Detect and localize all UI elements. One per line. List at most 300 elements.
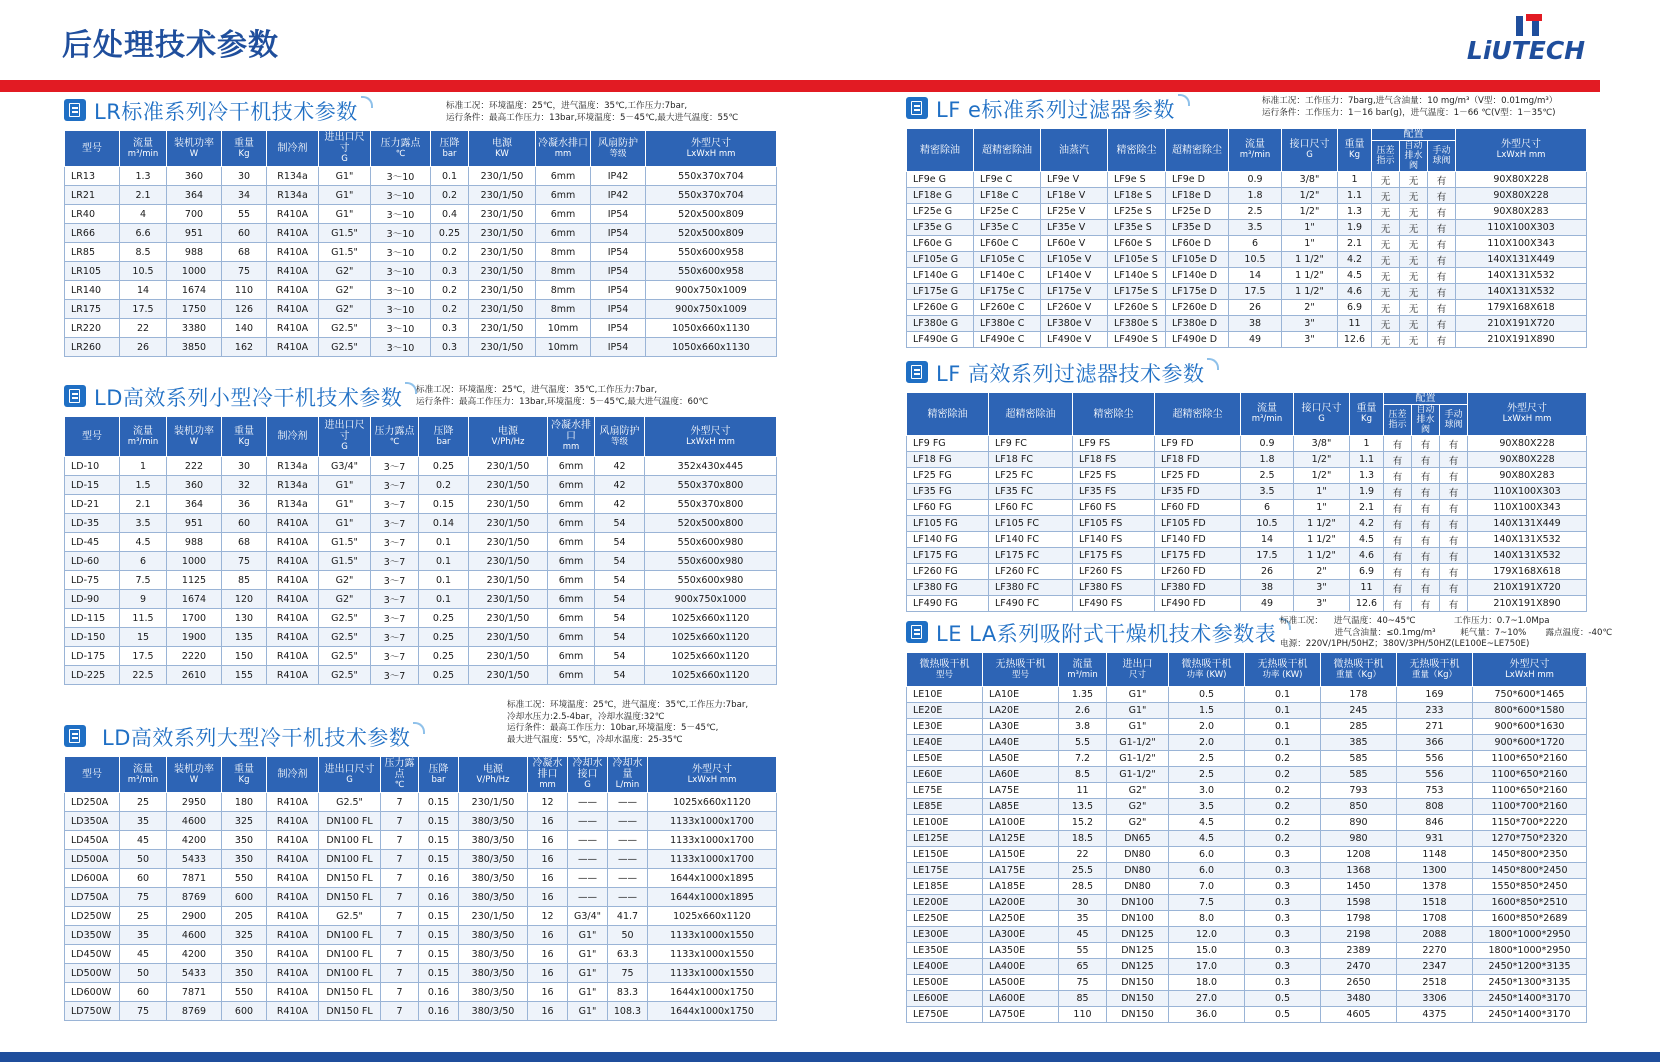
- table-cell: 1/2": [1282, 188, 1338, 204]
- column-header-label: 外型尺寸: [1501, 139, 1542, 150]
- table-cell: IP42: [591, 186, 646, 205]
- table-cell: LD250A: [65, 793, 120, 812]
- table-cell: LF260 FG: [907, 564, 989, 580]
- table-cell: ——: [608, 850, 648, 869]
- table-cell: LF18 FS: [1073, 452, 1155, 468]
- table-cell: G1": [319, 495, 371, 514]
- table-cell: LF9e C: [974, 172, 1041, 188]
- table-cell: 753: [1397, 783, 1473, 799]
- table-cell: 110X100X303: [1468, 484, 1587, 500]
- table-cell: 7: [381, 831, 419, 850]
- column-header: [528, 757, 568, 793]
- table-cell: 3～10: [371, 319, 431, 338]
- table-cell: 1644x1000x1895: [648, 888, 777, 907]
- table-cell: 30: [222, 167, 267, 186]
- table-cell: 1/2": [1294, 452, 1350, 468]
- table-row: [907, 911, 1587, 927]
- column-header: [1350, 393, 1384, 436]
- column-header-unit: m³/min: [127, 436, 159, 447]
- table-cell: 271: [1397, 719, 1473, 735]
- table-cell: 7: [381, 793, 419, 812]
- column-header: [167, 131, 222, 167]
- table-cell: 12: [528, 907, 568, 926]
- table-cell: 380/3/50: [459, 888, 528, 907]
- table-cell: 无: [1400, 332, 1428, 348]
- table-cell: 2470: [1321, 959, 1397, 975]
- table-cell: R410A: [267, 983, 319, 1002]
- table-cell: 520x500x809: [646, 205, 777, 224]
- table-cell: 35: [1059, 911, 1107, 927]
- table-cell: 36: [222, 495, 267, 514]
- column-header: [371, 131, 431, 167]
- table-cell: 352x430x445: [645, 457, 777, 476]
- table-cell: LF60e G: [907, 236, 974, 252]
- table-cell: 有: [1440, 484, 1468, 500]
- table-cell: 7871: [167, 983, 222, 1002]
- table-cell: 有: [1384, 548, 1412, 564]
- header-row: [907, 393, 1587, 405]
- table-cell: IP54: [591, 224, 646, 243]
- table-cell: G1-1/2": [1107, 751, 1169, 767]
- table-cell: G2.5": [319, 907, 381, 926]
- table-cell: G1.5": [319, 224, 371, 243]
- table-cell: 6mm: [548, 571, 595, 590]
- table-cell: ——: [608, 793, 648, 812]
- column-header-label: 压降: [433, 425, 454, 437]
- table-cell: 3": [1294, 596, 1350, 612]
- table-cell: 4.6: [1338, 284, 1372, 300]
- table-cell: R134a: [267, 476, 319, 495]
- table-cell: 7: [381, 964, 419, 983]
- table-cell: 75: [222, 552, 267, 571]
- table-cell: LE50E: [907, 751, 983, 767]
- table-cell: LF490e D: [1166, 332, 1229, 348]
- column-header-label: 微热吸干机: [1333, 658, 1384, 670]
- column-header-unit: m³/min: [127, 148, 159, 159]
- table-cell: 7: [381, 850, 419, 869]
- table-cell: 0.3: [431, 262, 469, 281]
- table-cell: DN125: [1107, 927, 1169, 943]
- table-cell: LA125E: [983, 831, 1059, 847]
- column-header-unit: 等级: [610, 436, 628, 447]
- table-cell: 8.0: [1169, 911, 1245, 927]
- table-row: [65, 457, 777, 476]
- table-cell: 988: [167, 533, 222, 552]
- column-header: [1473, 653, 1587, 687]
- section-title: LR标准系列冷干机技术参数: [94, 96, 373, 126]
- table-cell: 1: [1350, 436, 1384, 452]
- table-cell: 有: [1428, 332, 1456, 348]
- table-cell: 8mm: [536, 300, 591, 319]
- table-cell: G1": [319, 167, 371, 186]
- table-cell: 1": [1282, 220, 1338, 236]
- ld-small-section: [64, 382, 776, 685]
- table-cell: LF35e S: [1108, 220, 1166, 236]
- table-cell: 有: [1440, 452, 1468, 468]
- table-row: [65, 300, 777, 319]
- table-cell: 0.2: [431, 186, 469, 205]
- table-cell: 2.1: [120, 186, 167, 205]
- table-cell: DN65: [1107, 831, 1169, 847]
- table-cell: 54: [595, 628, 645, 647]
- column-header-unit: Kg: [1361, 414, 1372, 424]
- table-cell: 890: [1321, 815, 1397, 831]
- column-header: [120, 757, 167, 793]
- table-cell: 54: [595, 609, 645, 628]
- table-cell: LF140e D: [1166, 268, 1229, 284]
- column-header-unit: Kg: [1349, 150, 1360, 160]
- table-row: [907, 516, 1587, 532]
- table-cell: 3～10: [371, 300, 431, 319]
- table-cell: 无: [1372, 220, 1400, 236]
- table-cell: G2": [319, 262, 371, 281]
- table-cell: 205: [222, 907, 267, 926]
- table-cell: 0.3: [1245, 943, 1321, 959]
- table-cell: LF490e G: [907, 332, 974, 348]
- table-cell: 60: [222, 514, 267, 533]
- table-cell: 17.5: [120, 300, 167, 319]
- table-cell: 179X168X618: [1456, 300, 1587, 316]
- table-cell: 0.25: [431, 224, 469, 243]
- table-cell: 0.15: [419, 495, 469, 514]
- table-cell: G1": [319, 476, 371, 495]
- table-cell: 2.0: [1169, 735, 1245, 751]
- table-cell: 230/1/50: [469, 590, 548, 609]
- table-cell: LR85: [65, 243, 120, 262]
- table-cell: 0.25: [419, 609, 469, 628]
- table-cell: LA20E: [983, 703, 1059, 719]
- table-cell: 1798: [1321, 911, 1397, 927]
- table-cell: 54: [595, 666, 645, 685]
- table-cell: 0.15: [419, 793, 459, 812]
- table-cell: 12.6: [1350, 596, 1384, 612]
- table-cell: G1": [568, 964, 608, 983]
- column-header-label: 电源: [498, 425, 518, 437]
- column-header-label: 进出口: [1122, 658, 1153, 670]
- column-header: [645, 417, 777, 457]
- table-cell: LF260 FD: [1155, 564, 1241, 580]
- table-cell: G1": [319, 186, 371, 205]
- table-cell: LA175E: [983, 863, 1059, 879]
- table-cell: 3.0: [1169, 783, 1245, 799]
- table-cell: 无: [1400, 204, 1428, 220]
- table-cell: 1133x1000x1550: [648, 945, 777, 964]
- table-cell: LD-225: [65, 666, 120, 685]
- table-cell: 83.3: [608, 983, 648, 1002]
- table-cell: 0.3: [431, 319, 469, 338]
- column-header-label: 外型尺寸: [692, 763, 732, 775]
- column-header-label: 型号: [82, 431, 102, 442]
- table-cell: 1900: [167, 628, 222, 647]
- table-cell: 210X191X890: [1456, 332, 1587, 348]
- table-cell: 245: [1321, 703, 1397, 719]
- document-icon: [906, 97, 928, 119]
- column-header-unit: m³/min: [127, 774, 159, 785]
- table-cell: 3～10: [371, 167, 431, 186]
- table-cell: 有: [1412, 548, 1440, 564]
- table-cell: LF9 FG: [907, 436, 989, 452]
- column-header-label: 外型尺寸: [1509, 658, 1550, 670]
- table-cell: 1.3: [120, 167, 167, 186]
- table-cell: 11: [1338, 316, 1372, 332]
- table-cell: LD350A: [65, 812, 120, 831]
- table-cell: G2": [319, 281, 371, 300]
- table-cell: 1518: [1397, 895, 1473, 911]
- table-cell: 0.2: [1245, 799, 1321, 815]
- table-cell: 0.15: [419, 812, 459, 831]
- column-header-label: 无热吸干机: [1257, 658, 1308, 670]
- table-cell: R410A: [267, 666, 319, 685]
- table-cell: 1600*850*2689: [1473, 911, 1587, 927]
- table-cell: 380/3/50: [459, 964, 528, 983]
- table-row: [907, 300, 1587, 316]
- table-cell: 2450*1200*3135: [1473, 959, 1587, 975]
- table-cell: 1674: [167, 281, 222, 300]
- table-row: [907, 172, 1587, 188]
- table-cell: LD-175: [65, 647, 120, 666]
- table-row: [907, 863, 1587, 879]
- table-cell: 900x750x1009: [646, 300, 777, 319]
- table-cell: LF175e G: [907, 284, 974, 300]
- table-row: [907, 927, 1587, 943]
- table-cell: 988: [167, 243, 222, 262]
- table-cell: LR175: [65, 300, 120, 319]
- table-cell: LD450W: [65, 945, 120, 964]
- table-row: [65, 514, 777, 533]
- table-cell: 有: [1428, 252, 1456, 268]
- column-header: [222, 757, 267, 793]
- table-cell: LF260e D: [1166, 300, 1229, 316]
- table-cell: 1450*800*2350: [1473, 847, 1587, 863]
- table-row: [907, 252, 1587, 268]
- column-header-label: 微热吸干机: [919, 658, 970, 670]
- table-cell: 230/1/50: [469, 243, 536, 262]
- table-cell: 1644x1000x1750: [648, 1002, 777, 1021]
- column-header-unit: W: [189, 436, 199, 447]
- table-cell: DN150 FL: [319, 1002, 381, 1021]
- table-cell: 0.1: [419, 571, 469, 590]
- table-cell: DN100: [1107, 911, 1169, 927]
- table-cell: 1 1/2": [1294, 548, 1350, 564]
- table-cell: 0.3: [1245, 975, 1321, 991]
- table-cell: 8769: [167, 1002, 222, 1021]
- table-cell: LF25e C: [974, 204, 1041, 220]
- table-cell: 3～7: [371, 476, 419, 495]
- table-row: [65, 888, 777, 907]
- table-cell: LF490 FS: [1073, 596, 1155, 612]
- table-cell: 556: [1397, 767, 1473, 783]
- table-cell: 1000: [167, 262, 222, 281]
- table-cell: R410A: [267, 831, 319, 850]
- table-cell: IP54: [591, 300, 646, 319]
- table-cell: 1644x1000x1750: [648, 983, 777, 1002]
- table-cell: ——: [568, 831, 608, 850]
- table-cell: 3～10: [371, 338, 431, 357]
- table-cell: 230/1/50: [469, 571, 548, 590]
- table-cell: 1025x660x1120: [645, 666, 777, 685]
- column-header-unit: G: [346, 774, 353, 785]
- table-cell: 1700: [167, 609, 222, 628]
- table-cell: LF25e S: [1108, 204, 1166, 220]
- table-cell: R134a: [267, 457, 319, 476]
- table-cell: 3～7: [371, 514, 419, 533]
- table-cell: LA600E: [983, 991, 1059, 1007]
- table-cell: R410A: [267, 514, 319, 533]
- table-cell: 155: [222, 666, 267, 685]
- table-cell: 无: [1372, 332, 1400, 348]
- table-cell: 0.2: [431, 300, 469, 319]
- table-cell: R134a: [267, 495, 319, 514]
- table-cell: 8mm: [536, 281, 591, 300]
- table-cell: LA500E: [983, 975, 1059, 991]
- table-cell: 有: [1412, 468, 1440, 484]
- table-cell: LF25 FD: [1155, 468, 1241, 484]
- table-cell: 3～7: [371, 666, 419, 685]
- column-header-label: 制冷剂: [277, 431, 308, 442]
- table-cell: LF140e S: [1108, 268, 1166, 284]
- table-cell: 有: [1384, 468, 1412, 484]
- table-row: [907, 316, 1587, 332]
- column-header: [65, 131, 120, 167]
- column-header-label: 重量: [1344, 139, 1365, 150]
- table-cell: 60: [222, 224, 267, 243]
- section-note: 标准工况：工作压力：7barg,进气含油量：10 mg/m³（V型：0.01mg/m³） 运行条件：工作压力：1－16 bar(g)，进气温度：1－66 ℃(V型：1－35℃): [1262, 96, 1558, 118]
- column-header-label: 进出口尺寸: [324, 420, 365, 442]
- column-header: [1169, 653, 1245, 687]
- table-cell: 126: [222, 300, 267, 319]
- column-header-unit: 功率 (KW): [1262, 669, 1303, 680]
- table-cell: 169: [1397, 687, 1473, 703]
- table-cell: 6mm: [536, 205, 591, 224]
- column-header: 油蒸汽: [1041, 129, 1108, 172]
- table-cell: 1133x1000x1700: [648, 812, 777, 831]
- column-header-label: 接口尺寸: [1289, 139, 1330, 150]
- table-cell: LE400E: [907, 959, 983, 975]
- table-cell: R410A: [267, 945, 319, 964]
- table-cell: 0.25: [419, 457, 469, 476]
- table-cell: LF490e C: [974, 332, 1041, 348]
- table-cell: LE250E: [907, 911, 983, 927]
- column-header-unit: V/Ph/Hz: [491, 436, 525, 447]
- table-cell: 7: [381, 907, 419, 926]
- table-cell: 55: [1059, 943, 1107, 959]
- table-row: [65, 609, 777, 628]
- table-cell: G2.5": [319, 666, 371, 685]
- column-header-unit: m³/min: [1239, 150, 1271, 160]
- table-cell: 3～7: [371, 495, 419, 514]
- table-cell: 325: [222, 812, 267, 831]
- table-cell: 30: [222, 457, 267, 476]
- table-cell: 34: [222, 186, 267, 205]
- table-cell: 1368: [1321, 863, 1397, 879]
- table-cell: 700: [167, 205, 222, 224]
- table-cell: 6mm: [548, 666, 595, 685]
- table-cell: 36.0: [1169, 1007, 1245, 1023]
- table-cell: 230/1/50: [469, 552, 548, 571]
- table-row: [907, 548, 1587, 564]
- table-row: [907, 1007, 1587, 1023]
- column-header-unit: Kg: [238, 148, 250, 159]
- table-cell: 22: [120, 319, 167, 338]
- table-cell: DN150: [1107, 1007, 1169, 1023]
- column-header-label: 外型尺寸: [691, 137, 731, 149]
- table-cell: 1270*750*2320: [1473, 831, 1587, 847]
- table-cell: DN125: [1107, 943, 1169, 959]
- table-cell: R410A: [267, 281, 319, 300]
- table-cell: 0.1: [419, 533, 469, 552]
- table-cell: LE500E: [907, 975, 983, 991]
- table-row: [65, 945, 777, 964]
- table-cell: 6.0: [1169, 847, 1245, 863]
- column-header: [319, 757, 381, 793]
- table-cell: 6: [1229, 236, 1282, 252]
- table-cell: 有: [1428, 300, 1456, 316]
- table-cell: 16: [528, 926, 568, 945]
- table-cell: LD450A: [65, 831, 120, 850]
- table-row: [65, 628, 777, 647]
- document-icon: [64, 99, 86, 121]
- table-cell: 3～10: [371, 224, 431, 243]
- table-row: [65, 964, 777, 983]
- column-header-unit: LxWxH mm: [1505, 669, 1554, 680]
- table-cell: LA185E: [983, 879, 1059, 895]
- table-cell: 16: [528, 1002, 568, 1021]
- table-cell: 6mm: [548, 647, 595, 666]
- table-cell: 931: [1397, 831, 1473, 847]
- table-cell: 0.2: [1245, 767, 1321, 783]
- table-cell: 4.5: [1169, 831, 1245, 847]
- table-cell: 0.4: [431, 205, 469, 224]
- table-cell: DN150 FL: [319, 888, 381, 907]
- column-header-label: 外型尺寸: [1507, 403, 1548, 414]
- table-cell: 6mm: [548, 457, 595, 476]
- table-cell: 1208: [1321, 847, 1397, 863]
- column-header-unit: bar: [436, 436, 451, 447]
- table-cell: 41.7: [608, 907, 648, 926]
- table-cell: 12.6: [1338, 332, 1372, 348]
- column-header: [167, 757, 222, 793]
- table-cell: 22.5: [120, 666, 167, 685]
- table-cell: LF9e D: [1166, 172, 1229, 188]
- table-cell: 1 1/2": [1282, 284, 1338, 300]
- table-cell: 1: [1338, 172, 1372, 188]
- column-header-label: 进出口尺寸: [324, 763, 375, 775]
- table-cell: 4.6: [1350, 548, 1384, 564]
- table-cell: LF140 FD: [1155, 532, 1241, 548]
- table-row: [907, 975, 1587, 991]
- table-cell: 10mm: [536, 338, 591, 357]
- table-cell: 0.2: [1245, 831, 1321, 847]
- table-cell: LD500A: [65, 850, 120, 869]
- table-cell: ——: [568, 850, 608, 869]
- table-cell: LF490 FC: [989, 596, 1073, 612]
- table-cell: R410A: [267, 205, 319, 224]
- table-cell: 385: [1321, 735, 1397, 751]
- table-cell: 无: [1400, 252, 1428, 268]
- table-cell: 2450*1400*3170: [1473, 1007, 1587, 1023]
- header-row: [907, 653, 1587, 687]
- table-row: [65, 793, 777, 812]
- table-cell: G1.5": [319, 533, 371, 552]
- table-cell: 7871: [167, 869, 222, 888]
- table-cell: 4.5: [1338, 268, 1372, 284]
- table-cell: LF60e D: [1166, 236, 1229, 252]
- table-cell: G2.5": [319, 793, 381, 812]
- table-cell: 380/3/50: [459, 812, 528, 831]
- table-cell: G1": [568, 926, 608, 945]
- table-cell: 无: [1372, 172, 1400, 188]
- table-row: [65, 850, 777, 869]
